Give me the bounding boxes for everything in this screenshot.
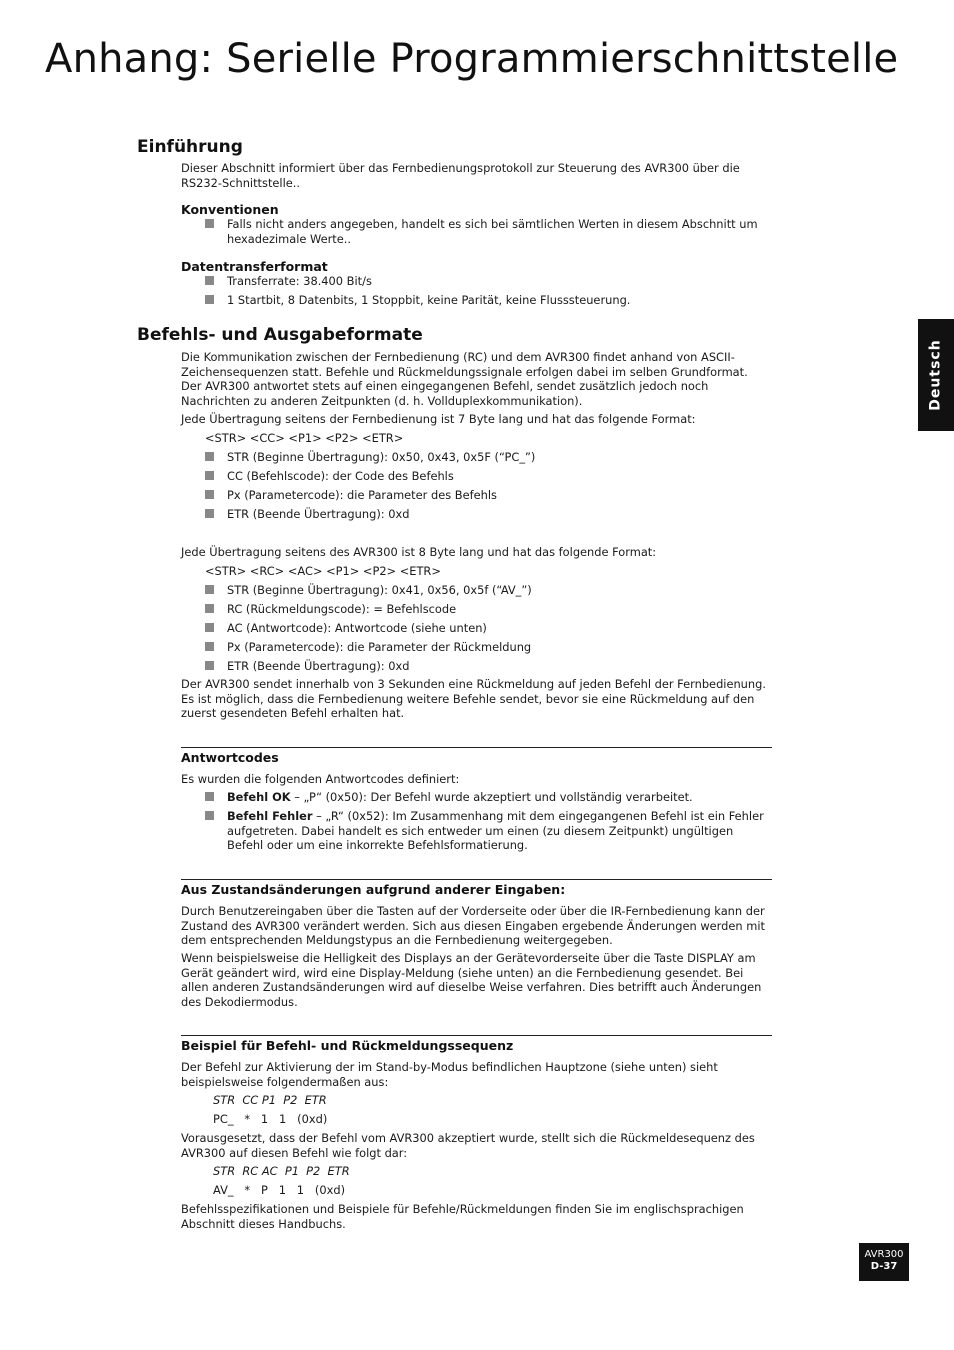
square-bullet-icon — [205, 276, 214, 285]
list-item-text — [227, 790, 765, 805]
example-para-2: Vorausgesetzt, dass der Befehl vom AVR300 akzeptiert wurde, stellt sich die Rückmeldesequenz des AVR300 auf diesen Befehl wie folgt dar: — [181, 1131, 755, 1160]
command-columns: STR CC P1 P2 ETR — [213, 1093, 327, 1107]
list-item — [205, 602, 765, 617]
square-bullet-icon — [205, 490, 214, 499]
conventions-heading: Konventionen — [181, 202, 279, 217]
square-bullet-icon — [205, 585, 214, 594]
square-bullet-icon — [205, 792, 214, 801]
footer-model: AVR300 — [864, 1249, 904, 1260]
formats-para-1: Die Kommunikation zwischen der Fernbedienung (RC) und dem AVR300 findet anhand von ASCII-Zeichensequenzen statt. Befehle und Rückmeldungssignale erfolgen dabei im selben Grundformat. Der AVR300 antwortet stets auf einen eingegangenen Befehl, sendet zusätzlich jedoch noch Nachrichten zu anderen Zeitpunkten (d. h. Vollduplexkommunikation). — [181, 350, 748, 408]
list-item — [205, 640, 765, 655]
list-item — [205, 488, 765, 503]
answer-codes-intro: Es wurden die folgenden Antwortcodes definiert: — [181, 772, 460, 786]
formats-para-3: Jede Übertragung seitens des AVR300 ist 8 Byte lang und hat das folgende Format: — [181, 545, 657, 559]
list-item — [205, 469, 765, 484]
square-bullet-icon — [205, 661, 214, 670]
list-item — [205, 583, 765, 598]
square-bullet-icon — [205, 295, 214, 304]
list-item-text: STR (Beginne Übertragung): 0x50, 0x43, 0x5F (“PC_”) — [227, 450, 536, 464]
answer-code-label: Befehl OK — [227, 790, 291, 804]
list-item-text: Px (Parametercode): die Parameter der Rückmeldung — [227, 640, 532, 654]
list-item — [205, 809, 765, 853]
example-para-3: Befehlsspezifikationen und Beispiele für Befehle/Rückmeldungen finden Sie im englischsprachigen Abschnitt dieses Handbuchs. — [181, 1202, 744, 1231]
list-item — [205, 621, 765, 636]
example-para-1: Der Befehl zur Aktivierung der im Stand-by-Modus befindlichen Hauptzone (siehe unten) sieht beispielsweise folgendermaßen aus: — [181, 1060, 718, 1089]
state-changes-para-1: Durch Benutzereingaben über die Tasten auf der Vorderseite oder über die IR-Fernbedienung kann der Zustand des AVR300 verändert werden. Sich aus diesen Eingaben ergebende Änderungen werden mit dem entsprechenden Meldungstypus an die Fernbedienung weitergegeben. — [181, 904, 765, 947]
list-item — [205, 659, 765, 674]
list-item-text: CC (Befehlscode): der Code des Befehls — [227, 469, 454, 483]
answer-code-label: Befehl Fehler — [227, 809, 313, 823]
list-item-text: Falls nicht anders angegeben, handelt es sich bei sämtlichen Werten in diesem Abschnitt um hexadezimale Werte.. — [227, 217, 758, 246]
answer-codes-heading: Antwortcodes — [181, 750, 279, 765]
list-item-text: ETR (Beende Übertragung): 0xd — [227, 507, 410, 521]
answer-code-description: – „P“ (0x50): Der Befehl wurde akzeptiert und vollständig verarbeitet. — [290, 790, 693, 804]
divider — [181, 1035, 772, 1036]
state-changes-para-2: Wenn beispielsweise die Helligkeit des Displays an der Gerätevorderseite über die Taste DISPLAY am Gerät geändert wird, wird eine Display-Meldung (siehe unten) an die Fernbedienung gesendet. Bei allen anderen Zustandsänderungen wird auf dieselbe Weise verfahren. Dies betrifft auch Änderungen des Dekodiermodus. — [181, 951, 762, 1009]
list-item-text — [227, 809, 765, 853]
answer-code-description: – „R“ (0x52): Im Zusammenhang mit dem eingegangenen Befehl ist ein Fehler aufgetreten. Dabei handelt es sich entweder um einen (zu diesem Zeitpunkt) ungültigen Befehl oder um eine inkorrekte Befehlsformatierung. — [227, 809, 764, 852]
list-item — [205, 293, 765, 308]
list-item — [205, 450, 765, 465]
example-heading: Beispiel für Befehl- und Rückmeldungssequenz — [181, 1038, 514, 1053]
list-item-text: ETR (Beende Übertragung): 0xd — [227, 659, 410, 673]
intro-text: Dieser Abschnitt informiert über das Fernbedienungsprotokoll zur Steuerung des AVR300 über die RS232-Schnittstelle.. — [181, 161, 740, 190]
list-item — [205, 507, 765, 522]
page-number: D-37 — [870, 1261, 898, 1272]
square-bullet-icon — [205, 604, 214, 613]
response-values: AV_ * P 1 1 (0xd) — [213, 1183, 346, 1197]
list-item-text: 1 Startbit, 8 Datenbits, 1 Stoppbit, keine Parität, keine Flusssteuerung. — [227, 293, 631, 307]
list-item-text: Px (Parametercode): die Parameter des Befehls — [227, 488, 497, 502]
square-bullet-icon — [205, 811, 214, 820]
state-changes-heading: Aus Zustandsänderungen aufgrund anderer Eingaben: — [181, 882, 566, 897]
page-footer-badge — [859, 1243, 909, 1281]
list-item-text: AC (Antwortcode): Antwortcode (siehe unten) — [227, 621, 487, 635]
square-bullet-icon — [205, 509, 214, 518]
formats-para-4: Der AVR300 sendet innerhalb von 3 Sekunden eine Rückmeldung auf jeden Befehl der Fernbedienung. Es ist möglich, dass die Fernbedienung weitere Befehle sendet, bevor sie eine Rückmeldung auf den zuerst gesendeten Befehl erhalten hat. — [181, 677, 766, 720]
list-item — [205, 217, 765, 246]
divider — [181, 747, 772, 748]
section-heading-formats: Befehls- und Ausgabeformate — [137, 325, 423, 345]
divider — [181, 879, 772, 880]
list-item — [205, 274, 765, 289]
square-bullet-icon — [205, 471, 214, 480]
list-item-text: Transferrate: 38.400 Bit/s — [227, 274, 372, 288]
rc-format-line: <STR> <CC> <P1> <P2> <ETR> — [205, 431, 404, 445]
square-bullet-icon — [205, 642, 214, 651]
square-bullet-icon — [205, 452, 214, 461]
transfer-format-heading: Datentransferformat — [181, 259, 328, 274]
page-title: Anhang: Serielle Programmierschnittstelle — [45, 36, 899, 82]
square-bullet-icon — [205, 219, 214, 228]
language-tab — [918, 319, 954, 431]
formats-para-2: Jede Übertragung seitens der Fernbedienung ist 7 Byte lang und hat das folgende Format: — [181, 412, 696, 426]
list-item — [205, 790, 765, 805]
section-heading-intro: Einführung — [137, 137, 243, 157]
list-item-text: RC (Rückmeldungscode): = Befehlscode — [227, 602, 457, 616]
square-bullet-icon — [205, 623, 214, 632]
command-values: PC_ * 1 1 (0xd) — [213, 1112, 328, 1126]
avr-format-line: <STR> <RC> <AC> <P1> <P2> <ETR> — [205, 564, 441, 578]
response-columns: STR RC AC P1 P2 ETR — [213, 1164, 350, 1178]
language-tab-label: Deutsch — [928, 339, 944, 411]
list-item-text: STR (Beginne Übertragung): 0x41, 0x56, 0x5f (“AV_”) — [227, 583, 532, 597]
